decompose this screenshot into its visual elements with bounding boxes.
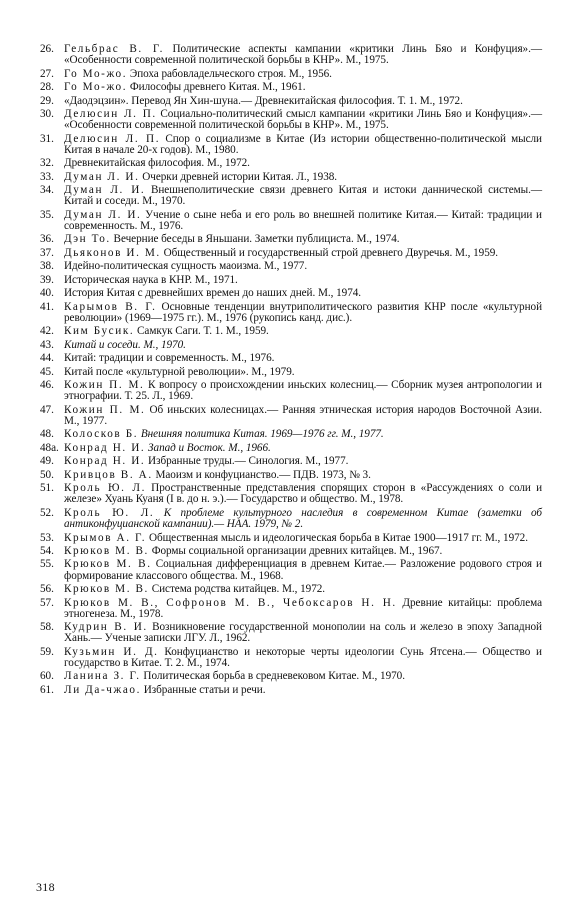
entry-number: 45. [40,365,54,378]
entry-number: 29. [40,94,54,107]
entry-author: Карымов В. Г. [64,300,157,313]
entry-text: «Даодэцзин». Перевод Ян Хин-шуна.— Древнекитайская философия. Т. 1. М., 1972. [64,94,463,107]
entry-text: История Китая с древнейших времен до наших дней. М., 1974. [64,287,362,300]
entry-text: Социальная дифференциация в древнем Китае.— Разложение родового строя и формирование классового общества. М., 1968. [64,558,542,582]
entry-number: 37. [40,246,54,259]
entry-number: 38. [40,260,54,273]
entry-number: 34. [40,184,54,197]
entry-number: 57. [40,596,54,609]
entry-text: Конфуцианство и некоторые черты идеологии Сунь Ятсена.— Общество и государство в Китае. Т. 2. М., 1974. [64,645,542,669]
entry-text: Возникновение государственной монополии на соль и железо в эпоху Западной Хань.— Ученые записки ЛГУ. Л., 1962. [64,621,542,645]
entry-number: 36. [40,233,54,246]
entry-text: Основные тенденции внутриполитического развития КНР после «культурной революции» (1969—1975 гг.). М., 1976 (рукопись канд. дис.). [64,300,543,324]
entry-number: 41. [40,300,54,313]
entry-text: Идейно-политическая сущность маоизма. М., 1977. [64,260,308,273]
entry-author: Дэн То. [64,233,111,246]
bibliography-entry [40,685,542,696]
entry-number: 50. [40,468,54,481]
bibliography-entry [40,172,542,183]
entry-text: Учение о сыне неба и его роль во внешней политике Китая.— Китай: традиции и современность. М., 1976. [64,208,542,232]
entry-author: Кривцов В. А. [64,468,153,481]
entry-number: 30. [40,108,54,121]
entry-number: 56. [40,583,54,596]
entry-number: 48а. [40,441,59,454]
bibliography-entry [40,380,542,402]
bibliography-entry [40,622,542,644]
entry-author: Кроль Ю. Л. [64,482,146,495]
bibliography-entry [40,470,542,481]
entry-number: 51. [40,482,54,495]
entry-text: Об иньских колесницах.— Ранняя этническая история народов Восточной Азии. М., 1977. [64,403,542,427]
entry-number: 48. [40,428,54,441]
entry-number: 44. [40,352,54,365]
entry-text: Древнекитайская философия. М., 1972. [64,157,250,170]
bibliography-entry [40,44,542,66]
bibliography-entry [40,288,542,299]
entry-number: 54. [40,544,54,557]
entry-author: Делюсин Л. П. [64,108,157,121]
entry-author: Делюсин Л. П. [64,132,161,145]
entry-number: 46. [40,379,54,392]
bibliography-entry [40,210,542,232]
bibliography-entry [40,185,542,207]
bibliography-entry [40,546,542,557]
entry-text: Политическая борьба в средневековом Китае. М., 1970. [140,670,405,683]
entry-number: 31. [40,132,54,145]
entry-number: 59. [40,645,54,658]
bibliography-entry [40,367,542,378]
entry-author: Конрад Н. И. [64,455,146,468]
entry-text: Система родства китайцев. М., 1972. [148,583,326,596]
entry-text: Политические аспекты кампании «критики Линь Бяо и Конфуция».— «Особенности современной политической борьбы в КНР». М., 1975. [64,43,542,67]
entry-number: 26. [40,43,54,55]
entry-author: Крюков М. В. [64,558,152,571]
entry-text: Эпоха рабовладельческого строя. М., 1956. [127,67,332,80]
entry-author: Колосков Б. [64,428,139,441]
bibliography-entry [40,598,542,620]
entry-number: 60. [40,670,54,683]
bibliography-entry [40,559,542,581]
bibliography-entry [40,261,542,272]
entry-text: Спор о социализме в Китае (Из истории общественно-политической мысли Китая в начале 20-х годов). М., 1980. [64,132,542,156]
entry-author: Дьяконов И. М. [64,246,161,259]
entry-author: Думан Л. И. [64,208,142,221]
entry-number: 53. [40,531,54,544]
bibliography-entry [40,443,542,454]
entry-text: Внешняя политика Китая. 1969—1976 гг. М., 1977. [138,428,384,441]
entry-author: Крюков М. В. [64,583,149,596]
page-number: 318 [36,880,55,894]
entry-text: Вечерние беседы в Яньшани. Заметки публициста. М., 1974. [110,233,400,246]
entry-text: Историческая наука в КНР. М., 1971. [64,273,238,286]
entry-author: Ким Бусик. [64,325,135,338]
entry-text: Китай после «культурной революции». М., 1979. [64,365,295,378]
entry-author: Кудрин В. И. [64,621,148,634]
entry-text: Китай: традиции и современность. М., 1976. [64,352,275,365]
bibliography-entry [40,671,542,682]
bibliography-entry [40,508,542,530]
entry-number: 47. [40,403,54,416]
entry-number: 49. [40,455,54,468]
entry-number: 61. [40,683,54,696]
entry-number: 55. [40,558,54,571]
bibliography-entry [40,234,542,245]
entry-text: Запад и Восток. М., 1966. [145,441,271,454]
entry-author: Гельбрас В. Г. [64,43,165,55]
entry-number: 39. [40,273,54,286]
entry-author: Крымов А. Г. [64,531,147,544]
entry-number: 40. [40,287,54,300]
entry-author: Кузьмин И. Д. [64,645,159,658]
entry-text: К проблеме культурного наследия в современном Китае (заметки об антиконфуцианской кампании).— НАА. 1979, № 2. [64,506,542,531]
entry-number: 32. [40,157,54,170]
bibliography-entry [40,483,542,505]
entry-author: Ланина З. Г. [64,670,141,683]
bibliography-entry [40,82,542,93]
entry-number: 28. [40,81,54,94]
entry-author: Думан Л. И. [64,184,146,197]
entry-number: 27. [40,67,54,80]
entry-number: 33. [40,170,54,183]
entry-text: Общественный и государственный строй древнего Двуречья. М., 1959. [160,246,499,259]
bibliography-entry [40,340,542,351]
bibliography-entry [40,647,542,669]
entry-text: Избранные статьи и речи. [141,683,266,696]
entry-author: Ли Да-чжао. [64,683,142,696]
bibliography-entry [40,134,542,156]
bibliography-entry [40,353,542,364]
bibliography-entry [40,69,542,80]
entry-number: 35. [40,208,54,221]
bibliography-entry [40,456,542,467]
entry-text: Пространственные представления спорящих сторон в «Рассуждениях о соли и железе» Хуань Куаня (I в. до н. э.).— Государство и общество. М., 1978. [64,482,543,506]
entry-text: Древние китайцы: проблема этногенеза. М., 1978. [64,596,542,620]
bibliography-entry [40,326,542,337]
bibliography-entry [40,275,542,286]
entry-author: Крюков М. В., Софронов М. В., Чебоксаров Н. Н. [64,596,397,609]
entry-number: 43. [40,338,54,351]
bibliography-entry [40,584,542,595]
bibliography-list [40,44,542,696]
bibliography-entry [40,158,542,169]
entry-text: Самкук Саги. Т. 1. М., 1959. [134,325,269,338]
bibliography-entry [40,302,542,324]
bibliography-entry [40,96,542,107]
entry-text: Формы социальной организации древних китайцев. М., 1967. [148,544,443,557]
entry-author: Крюков М. В. [64,544,149,557]
entry-author: Го Мо-жо. [64,67,128,80]
entry-author: Кожин П. М. [64,379,145,392]
bibliography-entry [40,109,542,131]
entry-number: 42. [40,325,54,338]
entry-text: Китай и соседи. М., 1970. [64,338,186,351]
bibliography-entry [40,533,542,544]
entry-author: Думан Л. И. [64,170,140,183]
entry-number: 52. [40,506,54,519]
entry-text: Философы древнего Китая. М., 1961. [127,81,306,94]
entry-text: Социально-политический смысл кампании «критики Линь Бяо и Конфуция».— «Особенности современной политической борьбы в КНР». М., 1975. [64,108,542,132]
entry-text: Внешнеполитические связи древнего Китая и истоки даннической системы.— Китай и соседи. М., 1970. [64,184,542,208]
entry-author: Кроль Ю. Л. [64,506,155,519]
entry-text: Маоизм и конфуцианство.— ПДВ. 1973, № 3. [152,468,371,481]
entry-text: Общественная мысль и идеологическая борьба в Китае 1900—1917 гг. М., 1972. [146,531,528,544]
entry-text: К вопросу о происхождении иньских колесниц.— Сборник музея антропологии и этнографии. Т. 25. Л., 1969. [64,379,542,403]
entry-author: Го Мо-жо. [64,81,128,94]
bibliography-entry [40,405,542,427]
entry-text: Избранные труды.— Синология. М., 1977. [145,455,349,468]
entry-number: 58. [40,621,54,634]
entry-author: Конрад Н. И. [64,441,146,454]
entry-author: Кожин П. М. [64,403,146,416]
bibliography-entry [40,429,542,440]
entry-text: Очерки древней истории Китая. Л., 1938. [139,170,338,183]
bibliography-entry [40,248,542,259]
